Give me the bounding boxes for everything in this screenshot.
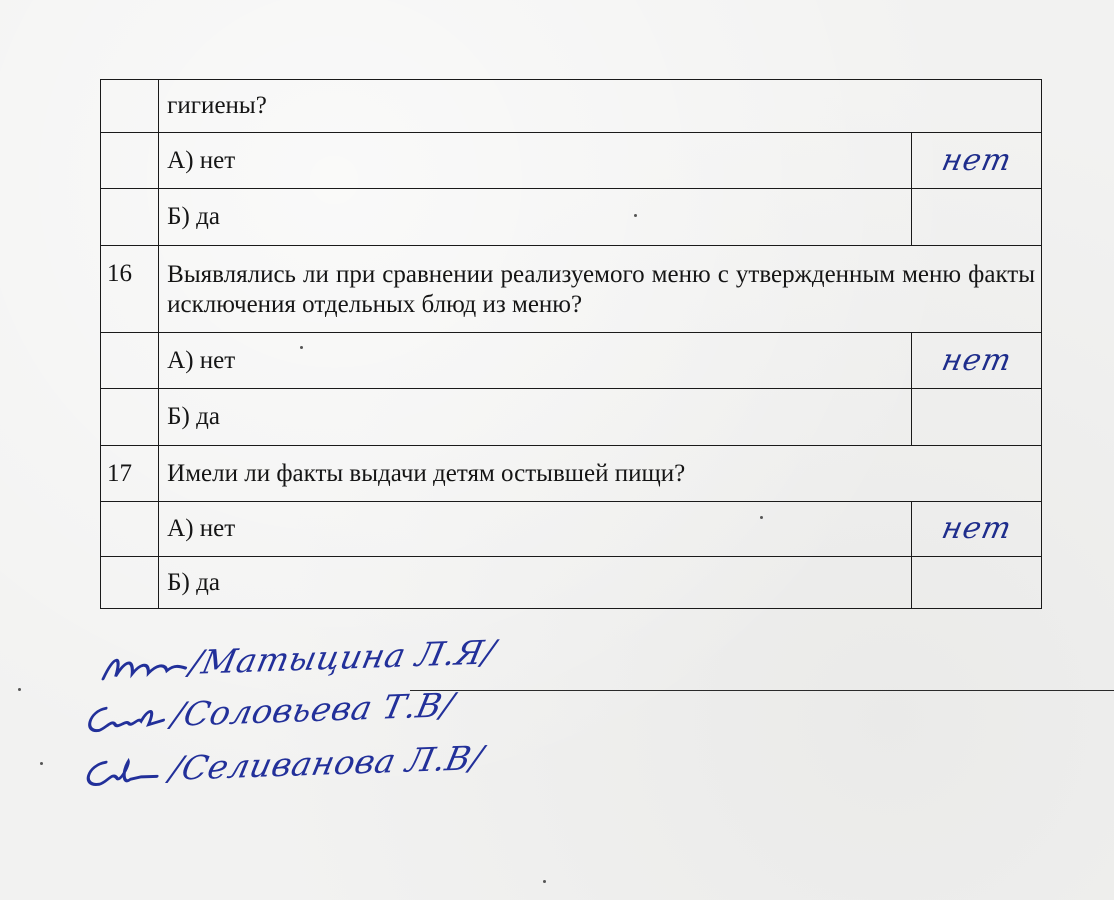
- table-row: [101, 389, 1042, 446]
- row-number: [101, 389, 159, 446]
- signature-3: [78, 738, 487, 791]
- table-row: [101, 189, 1042, 246]
- option-b-label: Б) да: [159, 189, 911, 246]
- signature-name: /Соловьева Т.В/: [168, 685, 458, 734]
- handwritten-answer: нет: [938, 142, 1015, 178]
- handwritten-answer: нет: [938, 342, 1015, 378]
- table-row: [101, 333, 1042, 389]
- scan-speck: [760, 516, 763, 519]
- row-number: [101, 80, 159, 133]
- answer-cell: [911, 502, 1041, 557]
- answer-cell: [911, 389, 1041, 446]
- signature-line: [410, 690, 1114, 691]
- table-row: [101, 133, 1042, 189]
- question-number: 17: [101, 446, 159, 502]
- scan-speck: [634, 214, 637, 217]
- option-b-label: Б) да: [159, 389, 911, 446]
- question-text: Имели ли факты выдачи детям остывшей пищи?: [159, 446, 1042, 502]
- question-text: Выявлялись ли при сравнении реализуемого меню с утвержденным меню факты исключения отдельных блюд из меню?: [159, 246, 1042, 333]
- scan-speck: [543, 880, 546, 883]
- table-row: [101, 246, 1042, 333]
- survey-table: [100, 79, 1042, 609]
- option-a-label: А) нет: [159, 133, 911, 189]
- answer-cell: [911, 133, 1041, 189]
- scan-speck: [18, 688, 21, 691]
- signature-scribble-icon: [78, 754, 174, 791]
- table-row: [101, 446, 1042, 502]
- row-number: [101, 557, 159, 609]
- option-b-label: Б) да: [159, 557, 911, 609]
- signature-scribble-icon: [98, 648, 194, 685]
- table-row: [101, 80, 1042, 133]
- row-number: [101, 333, 159, 389]
- signature-name: /Матыцина Л.Я/: [186, 632, 500, 682]
- table-row: [101, 502, 1042, 557]
- option-a-label: А) нет: [159, 333, 911, 389]
- row-number: [101, 133, 159, 189]
- row-number: [101, 502, 159, 557]
- answer-cell: [911, 189, 1041, 246]
- signature-name: /Селиванова Л.В/: [166, 738, 487, 788]
- signature-2: [80, 685, 458, 737]
- option-a-label: А) нет: [159, 502, 911, 557]
- scan-speck: [40, 762, 43, 765]
- handwritten-answer: нет: [938, 511, 1015, 546]
- table-row: [101, 557, 1042, 609]
- signature-1: [98, 632, 499, 685]
- row-number: [101, 189, 159, 246]
- signature-block: [80, 632, 1080, 806]
- answer-cell: [911, 333, 1041, 389]
- question-number: 16: [101, 246, 159, 333]
- answer-cell: [911, 557, 1041, 609]
- question-continuation: гигиены?: [159, 80, 1042, 133]
- scan-speck: [300, 346, 303, 349]
- signature-scribble-icon: [80, 700, 176, 737]
